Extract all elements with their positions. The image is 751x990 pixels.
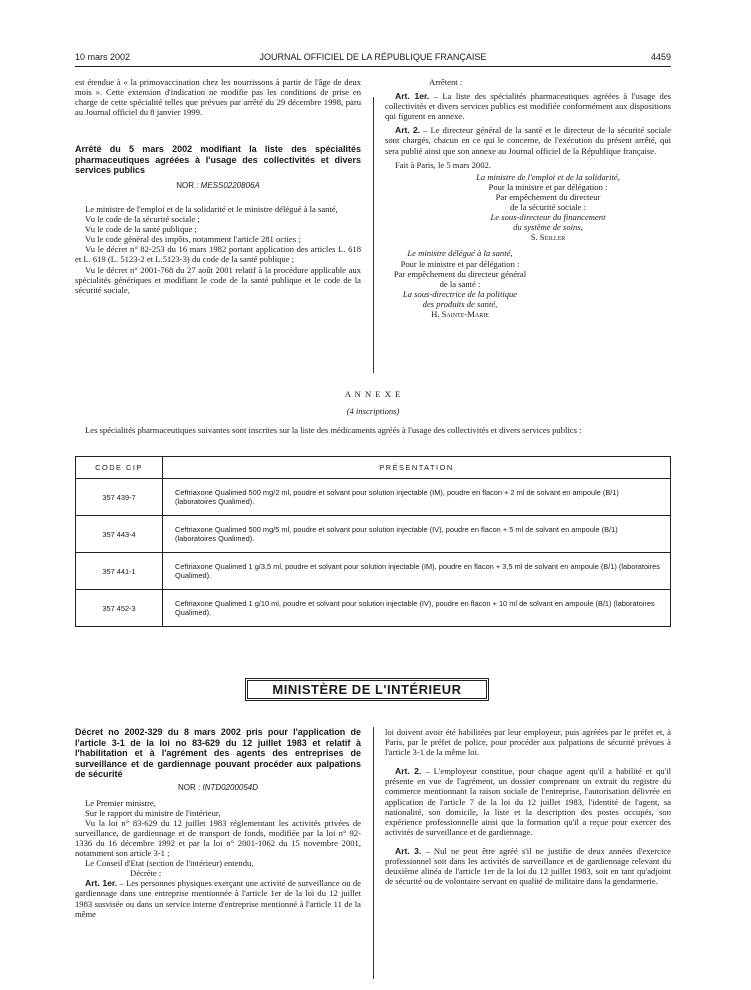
header-journal-title: JOURNAL OFFICIEL DE LA RÉPUBLIQUE FRANÇAISE [259, 52, 487, 62]
sig2-delegation: Pour le ministre et par délégation : [400, 258, 520, 269]
col-header-presentation: PRÉSENTATION [163, 457, 671, 479]
table-row [76, 553, 671, 590]
decret-article-1 [75, 878, 361, 918]
sig1-service: de la sécurité sociale : [510, 202, 586, 213]
col-header-code: CODE CIP [76, 457, 163, 479]
arrete-title: Arrêté du 5 mars 2002 modifiant la liste des spécialités pharmaceutiques agréées à l'usage des collectivités et divers services publics [75, 144, 361, 176]
decret-visa-loi: Vu la loi n° 83-629 du 12 juillet 1983 réglementant les activités privées de surveillance, de gardiennage et de transport de fonds, modifiée par la loi n° 92-1336 du 16 décembre 1992 et par la loi n° 2001-1062 du 15 novembre 2001, notamment son article 3-1 ; [75, 817, 361, 859]
presentation-text: Ceftriaxone Qualimed 1 g/3,5 ml, poudre et solvant pour solution injectable (IM), poudre en flacon + 3,5 ml de solvant en ampoule (B/1) (laboratoires Qualimed). [163, 553, 671, 590]
visa-impots: Vu le code général des impôts, notamment l'article 281 octies ; [85, 234, 301, 245]
sig2-function: La sous-directrice de la politique [402, 288, 518, 299]
visa-sante: Vu le code de la santé publique ; [85, 224, 197, 235]
article-2-label: Art. 2. [395, 125, 421, 136]
right-bottom-column [385, 727, 671, 886]
decret-conseil-etat: Le Conseil d'Etat (section de l'intérieur) entendu, [85, 858, 254, 869]
decrete-line: Décrète : [130, 868, 162, 879]
left-top-column [75, 77, 361, 295]
ministry-banner: MINISTÈRE DE L'INTÉRIEUR [245, 678, 489, 701]
annexe-subtitle: (4 inscriptions) [346, 406, 400, 416]
decret-premier-ministre: Le Premier ministre, [85, 797, 156, 808]
visa-decret-1982: Vu le décret n° 82-253 du 16 mars 1982 portant application des articles L. 618 et L. 619 (L. 5123-2 et L.5123-3) du code de la santé publique ; [75, 244, 361, 265]
signature-block-2 [385, 248, 535, 319]
nor-line [75, 181, 361, 191]
decret-rapport: Sur le rapport du ministre de l'intérieur, [85, 807, 221, 818]
sig1-empechement: Par empêchement du directeur [495, 191, 601, 202]
signature-block-1 [425, 172, 671, 243]
sig2-title: Le ministre délégué à la santé, [407, 248, 513, 259]
table-row [76, 479, 671, 516]
sig2-service: de la santé : [439, 278, 481, 289]
header-date: 10 mars 2002 [75, 52, 131, 62]
sig1-name: S. Seiller [530, 232, 566, 243]
arretent-line: Arrêtent : [429, 77, 463, 87]
column-divider-bottom [373, 727, 374, 979]
cip-code: 357 452-3 [76, 590, 163, 627]
sig2-function-cont: des produits de santé, [422, 298, 498, 309]
nor-code: MESS0220806A [200, 180, 260, 190]
presentation-text: Ceftriaxone Qualimed 500 mg/2 ml, poudre et solvant pour solution injectable (IM), poudre en flacon + 2 ml de solvant en ampoule (B/1) (laboratoires Qualimed). [163, 479, 671, 516]
column-divider-top [373, 97, 374, 373]
nor-label: NOR : [176, 180, 199, 190]
sig1-title: La ministre de l'emploi et de la solidarité, [476, 171, 620, 182]
decret-article-3 [385, 846, 671, 886]
decret-article-1-text: – Les personnes physiques exerçant une activité de surveillance ou de gardiennage dans une entreprise mentionnée à l'article 1er de la loi du 12 juillet 1983 susvisée ou dans un service interne d'entreprise mentionné à l'article 11 de la même [75, 878, 361, 919]
article-1-text: – La liste des spécialités pharmaceutiques agréées à l'usage des collectivités et divers services publics est modifiée conformément aux dispositions qui figurent en annexe. [385, 91, 671, 122]
annexe-title: A N N E X E [344, 389, 402, 399]
decret-article-2-label: Art. 2. [395, 766, 422, 777]
article-1 [385, 91, 671, 121]
table-header-row [76, 457, 671, 479]
decret-continuation: loi doivent avoir été habilitées par leur employeur, puis agréées par le préfet et, à Paris, par le préfet de police, pour procéder aux palpations de sécurité prévues à l'article 3-1 de la même loi. [385, 727, 671, 758]
running-header [75, 52, 671, 66]
article-2-text: – Le directeur général de la santé et le directeur de la sécurité sociale sont chargés, chacun en ce qui le concerne, de l'exécution du présent arrêté, qui sera publié ainsi que son annexe au Journal officiel de la République française. [385, 125, 671, 156]
article-1-label: Art. 1er. [395, 91, 430, 102]
visa-secu: Vu le code de la sécurité sociale ; [85, 214, 200, 225]
sig1-function-cont: du système de soins, [513, 222, 583, 233]
fait-a-paris: Fait à Paris, le 5 mars 2002. [395, 159, 491, 170]
right-top-column [385, 77, 671, 319]
decret-article-3-text: – Nul ne peut être agréé s'il ne justifie de deux années d'exercice professionnel soit dans les activités de surveillance et de gardiennage relevant du deuxième alinéa de l'article 1er de la loi du 12 juillet 1983, soit en tant qu'adjoint de sécurité ou de volontaire servant en qualité de militaire dans la gendarmerie. [385, 845, 671, 887]
left-bottom-column [75, 727, 361, 919]
visa-decret-2001: Vu le décret n° 2001-768 du 27 août 2001 relatif à la procédure applicable aux spécialités génériques et modifiant le code de la santé publique et le code de la sécurité sociale, [75, 264, 361, 295]
header-page-number: 4459 [650, 52, 671, 62]
decret-nor-code: INTD0200054D [202, 782, 259, 792]
cip-code: 357 441-1 [76, 553, 163, 590]
annexe-table [75, 456, 671, 627]
sig1-function: Le sous-directeur du financement [490, 212, 606, 223]
sig1-delegation: Pour la ministre et par délégation : [488, 181, 608, 192]
annexe-intro: Les spécialités pharmaceutiques suivantes sont inscrites sur la liste des médicaments agréés à l'usage des collectivités et divers services publics : [85, 425, 582, 435]
decret-title: Décret no 2002-329 du 8 mars 2002 pris pour l'application de l'article 3-1 de la loi no 83-629 du 12 juillet 1983 et relatif à l'habilitation et à l'agrément des agents des entreprises de surveillance et de gardiennage pouvant procéder aux palpations de sécurité [75, 727, 361, 779]
cip-code: 357 443-4 [76, 516, 163, 553]
decret-article-2-text: – L'employeur constitue, pour chaque agent qu'il a habilité et qu'il présente en vue de l'agrément, un dossier comprenant un extrait du registre du commerce mentionnant la raison sociale de l'entreprise, l'autorisation délivrée en application de l'article 7 de la loi du 12 juillet 1983, l'identité de l'agent, sa nationalité, son domicile, la liste et la description des postes occupés, son expérience professionnelle ainsi que la formation qu'il a reçue pour exercer des activités de surveillance et de gardiennage. [385, 766, 671, 837]
presentation-text: Ceftriaxone Qualimed 1 g/10 ml, poudre et solvant pour solution injectable (IV), poudre en flacon + 10 ml de solvant en ampoule (B/1) (laboratoires Qualimed). [163, 590, 671, 627]
decret-nor-label: NOR : [177, 782, 201, 792]
continuation-paragraph: est étendue à « la primovaccination chez les nourrissons à partir de l'âge de deux mois ». Cette extension d'indication ne modifie pas les conditions de prise en charge de cette spécialité telles que prévues par arrêté du 29 décembre 1998, paru au Journal officiel du 8 janvier 1999. [75, 77, 361, 118]
article-2 [385, 125, 671, 155]
decret-nor-line [75, 783, 361, 793]
cip-code: 357 439-7 [76, 479, 163, 516]
decret-article-2 [385, 766, 671, 837]
table-row [76, 516, 671, 553]
decret-article-1-label: Art. 1er. [85, 878, 118, 889]
presentation-text: Ceftriaxone Qualimed 500 mg/5 ml, poudre et solvant pour solution injectable (IV), poudre en flacon + 5 ml de solvant en ampoule (B/1) (laboratoires Qualimed). [163, 516, 671, 553]
table-row [76, 590, 671, 627]
visa-ministers: Le ministre de l'emploi et de la solidarité et le ministre délégué à la santé, [85, 203, 338, 214]
sig2-name: H. Sainte-Marie [431, 308, 489, 319]
header-rule [75, 66, 671, 67]
sig2-empechement: Par empêchement du directeur général [393, 268, 527, 279]
decret-article-3-label: Art. 3. [395, 845, 422, 856]
